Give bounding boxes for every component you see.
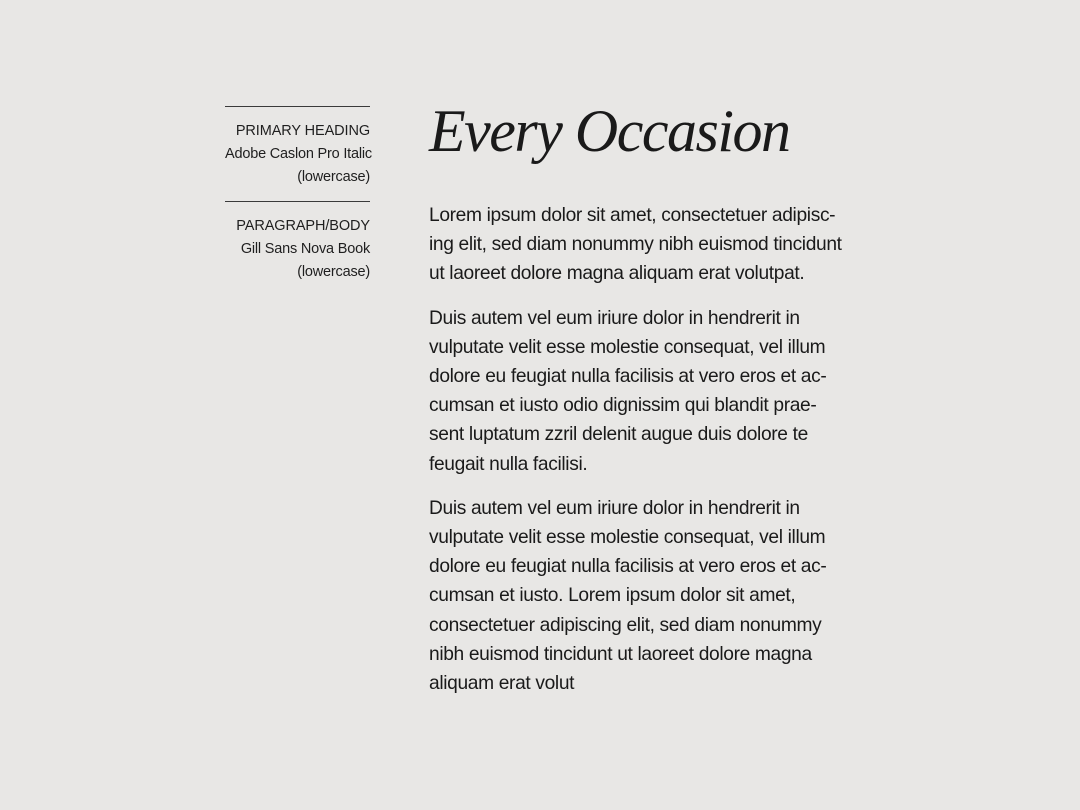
spec-case: (lowercase) xyxy=(297,169,370,185)
sample-heading: Every Occasion xyxy=(429,98,790,164)
paragraph-line: Duis autem vel eum iriure dolor in hendrerit in xyxy=(429,307,800,329)
body-paragraph xyxy=(429,494,879,698)
paragraph-line: cumsan et iusto. Lorem ipsum dolor sit amet, xyxy=(429,585,796,607)
spec-label: PRIMARY HEADING xyxy=(235,123,370,139)
paragraph-line: nibh euismod tincidunt ut laoreet dolore magna xyxy=(429,643,812,665)
sample-content xyxy=(429,98,879,713)
sample-paragraphs xyxy=(429,201,879,698)
spec-case: (lowercase) xyxy=(297,264,370,280)
paragraph-line: ing elit, sed diam nonummy nibh euismod tincidunt xyxy=(429,234,842,256)
body-paragraph xyxy=(429,201,879,289)
paragraph-line: feugait nulla facilisi. xyxy=(429,453,588,475)
paragraph-line: vulputate velit esse molestie consequat, vel illum xyxy=(429,527,826,549)
spec-paragraph-body xyxy=(225,201,370,284)
paragraph-line: dolore eu feugiat nulla facilisis at vero eros et ac- xyxy=(429,556,827,578)
spec-label: PARAGRAPH/BODY xyxy=(236,218,370,234)
spec-font-name: Adobe Caslon Pro Italic xyxy=(225,146,372,162)
paragraph-line: aliquam erat volut xyxy=(429,673,575,695)
spec-font-name: Gill Sans Nova Book xyxy=(240,241,370,257)
paragraph-line: Duis autem vel eum iriure dolor in hendrerit in xyxy=(429,497,800,519)
paragraph-line: Lorem ipsum dolor sit amet, consectetuer adipisc- xyxy=(429,205,836,226)
paragraph-line: cumsan et iusto odio dignissim qui blandit prae- xyxy=(429,395,817,417)
paragraph-line: consectetuer adipiscing elit, sed diam nonummy xyxy=(429,614,822,636)
body-paragraph xyxy=(429,304,879,479)
typography-specs xyxy=(200,106,370,284)
paragraph-line: vulputate velit esse molestie consequat, vel illum xyxy=(429,336,826,358)
paragraph-line: dolore eu feugiat nulla facilisis at vero eros et ac- xyxy=(429,366,827,388)
spec-primary-heading xyxy=(225,106,370,189)
paragraph-line: sent luptatum zzril delenit augue duis dolore te xyxy=(429,424,808,446)
paragraph-line: ut laoreet dolore magna aliquam erat volutpat. xyxy=(429,263,805,285)
